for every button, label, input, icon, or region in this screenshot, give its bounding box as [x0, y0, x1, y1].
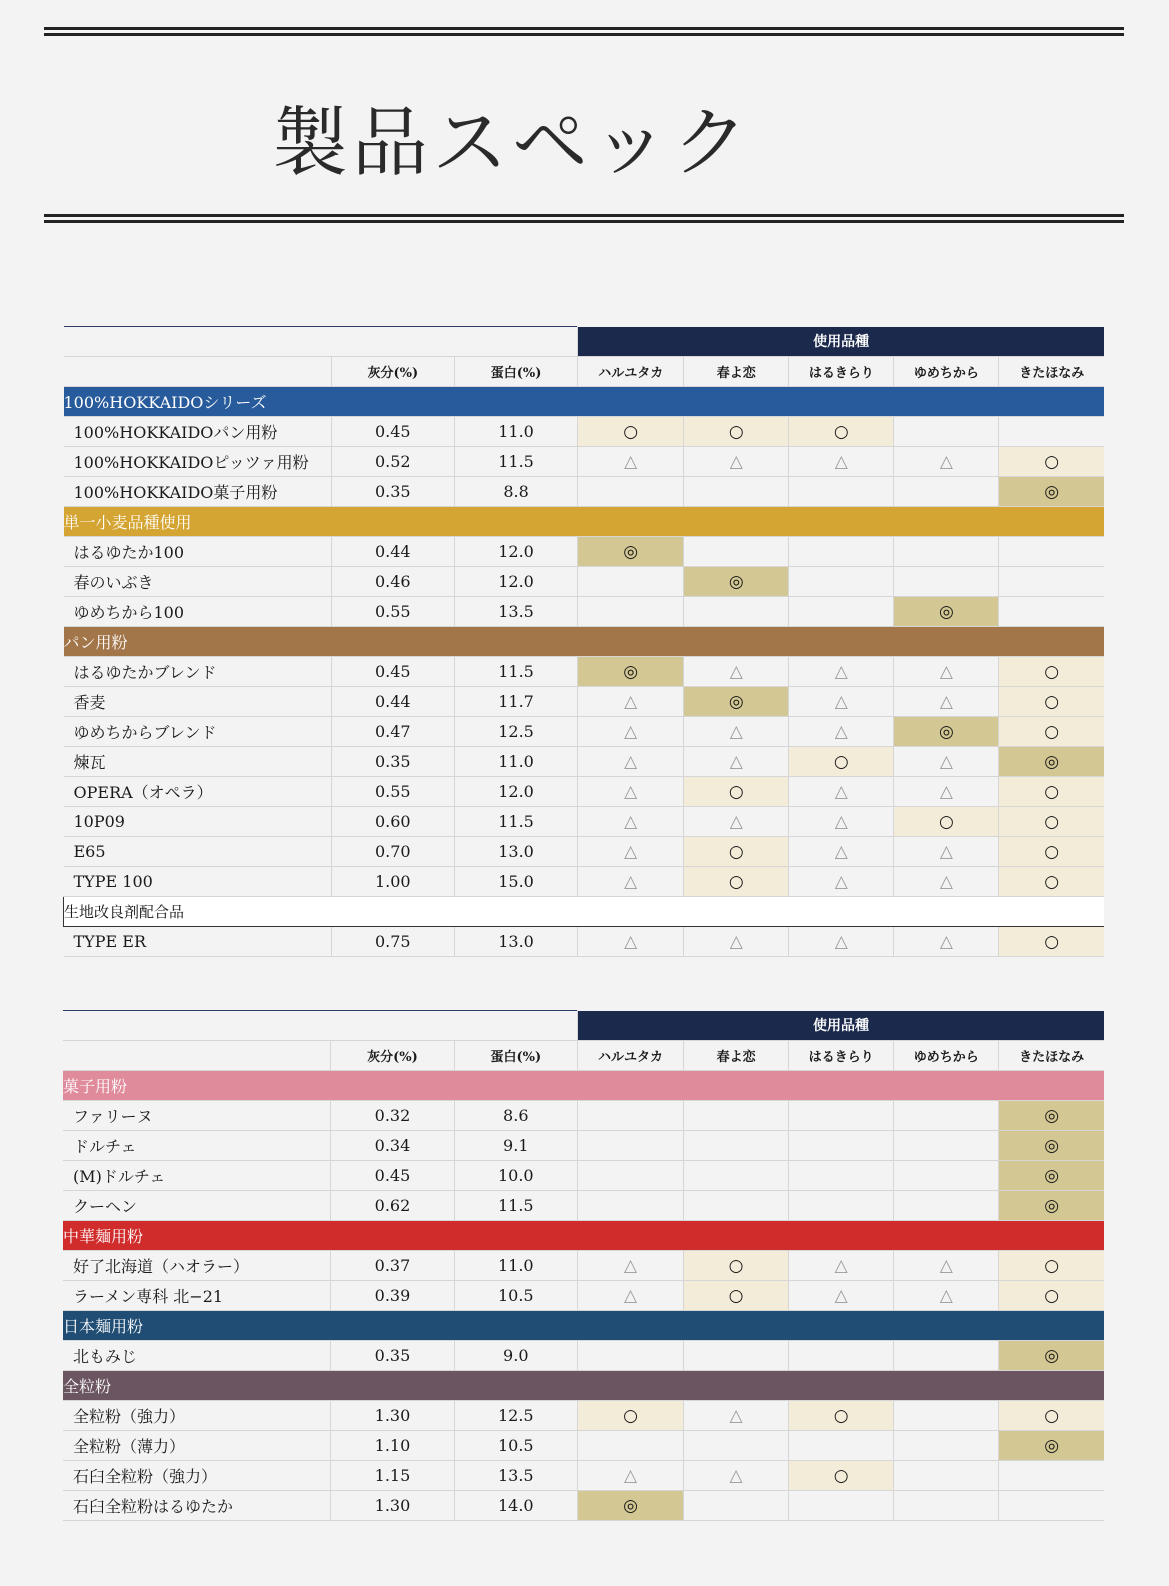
- variety-mark: [894, 477, 999, 507]
- product-name: OPERA（オペラ）: [64, 777, 332, 807]
- variety-mark: [577, 1191, 683, 1221]
- ash-value: 0.70: [331, 837, 454, 867]
- variety-mark: [789, 567, 894, 597]
- ash-column-header: 灰分(%): [331, 1041, 454, 1071]
- variety-mark: ◎: [894, 717, 999, 747]
- variety-mark: △: [577, 1461, 683, 1491]
- variety-mark: △: [578, 777, 684, 807]
- blank-header: [63, 1011, 577, 1041]
- variety-mark: △: [894, 1281, 999, 1311]
- ash-value: 1.15: [331, 1461, 454, 1491]
- variety-mark: ○: [684, 867, 789, 897]
- variety-mark: △: [578, 837, 684, 867]
- variety-mark: [789, 1431, 894, 1461]
- product-name: 100%HOKKAIDOパン用粉: [64, 417, 332, 447]
- product-row: [63, 1401, 1104, 1431]
- product-row: [64, 747, 1105, 777]
- product-row: [64, 417, 1105, 447]
- variety-mark: [999, 597, 1104, 627]
- name-column-header: [64, 357, 332, 387]
- protein-value: 11.7: [454, 687, 577, 717]
- variety-column-header: ハルユタカ: [578, 357, 684, 387]
- product-name: ゆめちからブレンド: [64, 717, 332, 747]
- variety-mark: △: [789, 1281, 894, 1311]
- variety-mark: ○: [999, 777, 1104, 807]
- variety-mark: [999, 537, 1104, 567]
- variety-mark: △: [894, 777, 999, 807]
- varieties-group-header: 使用品種: [577, 1011, 1104, 1041]
- product-name: 春のいぶき: [64, 567, 332, 597]
- variety-mark: △: [684, 927, 789, 957]
- protein-value: 15.0: [454, 867, 577, 897]
- category-row: [64, 387, 1105, 417]
- variety-mark: [684, 1341, 789, 1371]
- variety-mark: △: [684, 1401, 789, 1431]
- variety-mark: [684, 477, 789, 507]
- product-name: 全粒粉（薄力）: [63, 1431, 331, 1461]
- variety-mark: △: [894, 687, 999, 717]
- variety-mark: ○: [999, 717, 1104, 747]
- ash-value: 0.45: [331, 1161, 454, 1191]
- variety-mark: ◎: [999, 1191, 1104, 1221]
- variety-mark: [999, 1461, 1104, 1491]
- variety-mark: ○: [789, 417, 894, 447]
- variety-mark: △: [789, 807, 894, 837]
- product-name: TYPE ER: [64, 927, 332, 957]
- category-label: 生地改良剤配合品: [64, 897, 1105, 927]
- variety-mark: △: [577, 1251, 683, 1281]
- variety-mark: △: [789, 837, 894, 867]
- spec-table-1: [63, 326, 1104, 957]
- variety-mark: ◎: [894, 597, 999, 627]
- variety-mark: ◎: [999, 1431, 1104, 1461]
- variety-mark: [999, 417, 1104, 447]
- variety-mark: [577, 1431, 683, 1461]
- product-row: [64, 777, 1105, 807]
- variety-mark: [894, 1341, 999, 1371]
- protein-value: 11.0: [454, 417, 577, 447]
- protein-value: 8.6: [454, 1101, 577, 1131]
- product-name: 全粒粉（強力）: [63, 1401, 331, 1431]
- variety-mark: [894, 1461, 999, 1491]
- category-row: [63, 1371, 1104, 1401]
- variety-mark: ◎: [578, 537, 684, 567]
- ash-value: 0.34: [331, 1131, 454, 1161]
- variety-mark: △: [789, 717, 894, 747]
- variety-mark: [999, 567, 1104, 597]
- ash-value: 0.55: [331, 597, 454, 627]
- page-title: 製品スペック: [272, 98, 752, 187]
- name-column-header: [63, 1041, 331, 1071]
- ash-value: 0.45: [331, 657, 454, 687]
- category-label: 全粒粉: [63, 1371, 1104, 1401]
- variety-mark: ○: [789, 1401, 894, 1431]
- variety-mark: △: [789, 777, 894, 807]
- variety-mark: ○: [684, 1251, 789, 1281]
- variety-mark: [789, 477, 894, 507]
- product-name: ドルチェ: [63, 1131, 331, 1161]
- variety-mark: [789, 1191, 894, 1221]
- variety-column-header: きたほなみ: [999, 1041, 1104, 1071]
- variety-mark: [789, 537, 894, 567]
- category-label: 100%HOKKAIDOシリーズ: [64, 387, 1105, 417]
- group-header-row: [64, 327, 1105, 357]
- product-name: 好了北海道（ハオラー）: [63, 1251, 331, 1281]
- category-label: 単一小麦品種使用: [64, 507, 1105, 537]
- protein-value: 14.0: [454, 1491, 577, 1521]
- category-label: 日本麺用粉: [63, 1311, 1104, 1341]
- variety-mark: △: [684, 447, 789, 477]
- product-row: [63, 1461, 1104, 1491]
- variety-mark: [894, 1131, 999, 1161]
- variety-mark: [894, 1491, 999, 1521]
- protein-value: 11.0: [454, 1251, 577, 1281]
- variety-mark: ○: [999, 1281, 1104, 1311]
- variety-mark: △: [684, 747, 789, 777]
- variety-mark: [577, 1101, 683, 1131]
- product-name: 10P09: [64, 807, 332, 837]
- product-row: [63, 1101, 1104, 1131]
- variety-mark: [684, 1161, 789, 1191]
- product-name: 煉瓦: [64, 747, 332, 777]
- category-row: [64, 627, 1105, 657]
- product-row: [64, 687, 1105, 717]
- variety-mark: [684, 1131, 789, 1161]
- variety-mark: [789, 1491, 894, 1521]
- variety-mark: ◎: [999, 1341, 1104, 1371]
- ash-value: 0.45: [331, 417, 454, 447]
- variety-mark: ○: [999, 657, 1104, 687]
- ash-value: 0.39: [331, 1281, 454, 1311]
- variety-mark: ◎: [999, 1161, 1104, 1191]
- variety-mark: △: [894, 867, 999, 897]
- protein-value: 13.0: [454, 837, 577, 867]
- product-name: ゆめちから100: [64, 597, 332, 627]
- variety-mark: [894, 1161, 999, 1191]
- protein-value: 12.5: [454, 1401, 577, 1431]
- product-name: (M)ドルチェ: [63, 1161, 331, 1191]
- top-rule-1: [44, 27, 1124, 30]
- variety-mark: [789, 597, 894, 627]
- variety-mark: ◎: [684, 567, 789, 597]
- variety-mark: △: [684, 807, 789, 837]
- product-row: [64, 447, 1105, 477]
- variety-mark: △: [789, 687, 894, 717]
- variety-mark: △: [894, 657, 999, 687]
- protein-value: 11.5: [454, 447, 577, 477]
- variety-mark: [578, 597, 684, 627]
- variety-mark: [684, 1191, 789, 1221]
- variety-mark: △: [894, 1251, 999, 1281]
- product-row: [64, 717, 1105, 747]
- ash-value: 0.46: [331, 567, 454, 597]
- variety-mark: ○: [684, 417, 789, 447]
- product-name: E65: [64, 837, 332, 867]
- protein-value: 11.5: [454, 657, 577, 687]
- variety-mark: ○: [684, 837, 789, 867]
- blank-header: [64, 327, 578, 357]
- product-row: [63, 1281, 1104, 1311]
- product-name: 香麦: [64, 687, 332, 717]
- variety-column-header: ゆめちから: [894, 357, 999, 387]
- variety-mark: [789, 1101, 894, 1131]
- product-row: [64, 867, 1105, 897]
- protein-value: 10.0: [454, 1161, 577, 1191]
- variety-mark: ◎: [578, 657, 684, 687]
- ash-column-header: 灰分(%): [331, 357, 454, 387]
- category-label: 中華麺用粉: [63, 1221, 1104, 1251]
- protein-value: 12.0: [454, 777, 577, 807]
- category-row: [63, 1311, 1104, 1341]
- variety-mark: [894, 1191, 999, 1221]
- product-name: クーヘン: [63, 1191, 331, 1221]
- ash-value: 0.75: [331, 927, 454, 957]
- variety-mark: ◎: [999, 477, 1104, 507]
- variety-mark: [999, 1491, 1104, 1521]
- variety-mark: ○: [789, 1461, 894, 1491]
- product-row: [63, 1251, 1104, 1281]
- variety-mark: [684, 1491, 789, 1521]
- protein-value: 11.5: [454, 1191, 577, 1221]
- variety-mark: ◎: [999, 1101, 1104, 1131]
- ash-value: 1.30: [331, 1491, 454, 1521]
- variety-mark: △: [578, 867, 684, 897]
- variety-mark: △: [684, 1461, 789, 1491]
- protein-value: 11.5: [454, 807, 577, 837]
- variety-mark: △: [578, 807, 684, 837]
- product-name: はるゆたか100: [64, 537, 332, 567]
- product-name: はるゆたかブレンド: [64, 657, 332, 687]
- ash-value: 0.52: [331, 447, 454, 477]
- variety-mark: ○: [999, 447, 1104, 477]
- product-name: ラーメン専科 北−21: [63, 1281, 331, 1311]
- product-row: [63, 1431, 1104, 1461]
- category-label: パン用粉: [64, 627, 1105, 657]
- variety-mark: ○: [684, 777, 789, 807]
- product-row: [63, 1341, 1104, 1371]
- top-rule-2: [44, 33, 1124, 36]
- variety-mark: [684, 1101, 789, 1131]
- variety-mark: [684, 1431, 789, 1461]
- variety-mark: [894, 537, 999, 567]
- spec-table-2: [63, 1010, 1104, 1521]
- variety-mark: △: [684, 717, 789, 747]
- ash-value: 0.32: [331, 1101, 454, 1131]
- variety-mark: △: [789, 867, 894, 897]
- variety-mark: [894, 1101, 999, 1131]
- product-row: [64, 537, 1105, 567]
- variety-column-header: ゆめちから: [894, 1041, 999, 1071]
- variety-mark: [684, 597, 789, 627]
- variety-mark: △: [578, 927, 684, 957]
- variety-mark: ◎: [999, 747, 1104, 777]
- variety-mark: △: [577, 1281, 683, 1311]
- variety-mark: △: [789, 927, 894, 957]
- protein-value: 13.0: [454, 927, 577, 957]
- category-row: [63, 1071, 1104, 1101]
- variety-column-header: ハルユタカ: [577, 1041, 683, 1071]
- variety-mark: [894, 567, 999, 597]
- protein-value: 12.0: [454, 567, 577, 597]
- product-row: [63, 1191, 1104, 1221]
- variety-mark: △: [789, 447, 894, 477]
- product-name: 石臼全粒粉（強力）: [63, 1461, 331, 1491]
- ash-value: 0.35: [331, 1341, 454, 1371]
- variety-column-header: 春よ恋: [684, 357, 789, 387]
- variety-mark: [789, 1131, 894, 1161]
- variety-mark: [578, 567, 684, 597]
- product-row: [64, 837, 1105, 867]
- product-name: 100%HOKKAIDO菓子用粉: [64, 477, 332, 507]
- variety-mark: ○: [999, 837, 1104, 867]
- variety-mark: [577, 1161, 683, 1191]
- category-row: [64, 507, 1105, 537]
- ash-value: 0.37: [331, 1251, 454, 1281]
- variety-mark: △: [684, 657, 789, 687]
- variety-mark: ◎: [999, 1131, 1104, 1161]
- variety-mark: ○: [999, 927, 1104, 957]
- variety-mark: [894, 417, 999, 447]
- variety-mark: [894, 1431, 999, 1461]
- protein-value: 9.1: [454, 1131, 577, 1161]
- column-header-row: [64, 357, 1105, 387]
- product-row: [64, 927, 1105, 957]
- ash-value: 0.62: [331, 1191, 454, 1221]
- variety-column-header: はるきらり: [789, 1041, 894, 1071]
- product-row: [64, 567, 1105, 597]
- variety-mark: [789, 1161, 894, 1191]
- product-row: [63, 1491, 1104, 1521]
- ash-value: 0.35: [331, 477, 454, 507]
- variety-mark: ◎: [684, 687, 789, 717]
- variety-mark: ○: [999, 1401, 1104, 1431]
- ash-value: 1.10: [331, 1431, 454, 1461]
- variety-mark: [577, 1131, 683, 1161]
- ash-value: 1.00: [331, 867, 454, 897]
- variety-mark: △: [894, 447, 999, 477]
- variety-mark: [894, 1401, 999, 1431]
- protein-value: 9.0: [454, 1341, 577, 1371]
- variety-mark: △: [789, 657, 894, 687]
- protein-value: 11.0: [454, 747, 577, 777]
- variety-mark: ○: [999, 687, 1104, 717]
- variety-mark: ○: [684, 1281, 789, 1311]
- column-header-row: [63, 1041, 1104, 1071]
- variety-mark: [684, 537, 789, 567]
- variety-mark: ◎: [577, 1491, 683, 1521]
- variety-column-header: きたほなみ: [999, 357, 1104, 387]
- ash-value: 0.60: [331, 807, 454, 837]
- category-row: [63, 1221, 1104, 1251]
- protein-value: 10.5: [454, 1281, 577, 1311]
- product-name: 石臼全粒粉はるゆたか: [63, 1491, 331, 1521]
- ash-value: 0.44: [331, 537, 454, 567]
- product-row: [64, 477, 1105, 507]
- ash-value: 1.30: [331, 1401, 454, 1431]
- variety-mark: △: [578, 687, 684, 717]
- protein-value: 12.5: [454, 717, 577, 747]
- variety-mark: △: [789, 1251, 894, 1281]
- ash-value: 0.55: [331, 777, 454, 807]
- variety-mark: △: [578, 717, 684, 747]
- title-rule-1: [44, 214, 1124, 217]
- variety-mark: ○: [894, 807, 999, 837]
- protein-column-header: 蛋白(%): [454, 1041, 577, 1071]
- varieties-group-header: 使用品種: [578, 327, 1104, 357]
- product-row: [64, 597, 1105, 627]
- category-label: 菓子用粉: [63, 1071, 1104, 1101]
- category-row: [64, 897, 1105, 927]
- variety-mark: ○: [578, 417, 684, 447]
- variety-mark: ○: [999, 807, 1104, 837]
- protein-column-header: 蛋白(%): [454, 357, 577, 387]
- product-name: ファリーヌ: [63, 1101, 331, 1131]
- protein-value: 8.8: [454, 477, 577, 507]
- variety-column-header: 春よ恋: [684, 1041, 789, 1071]
- variety-column-header: はるきらり: [789, 357, 894, 387]
- protein-value: 12.0: [454, 537, 577, 567]
- variety-mark: ○: [999, 1251, 1104, 1281]
- protein-value: 10.5: [454, 1431, 577, 1461]
- product-name: TYPE 100: [64, 867, 332, 897]
- group-header-row: [63, 1011, 1104, 1041]
- variety-mark: △: [578, 747, 684, 777]
- variety-mark: ○: [999, 867, 1104, 897]
- product-row: [64, 657, 1105, 687]
- variety-mark: △: [578, 447, 684, 477]
- product-name: 100%HOKKAIDOピッツァ用粉: [64, 447, 332, 477]
- ash-value: 0.44: [331, 687, 454, 717]
- ash-value: 0.35: [331, 747, 454, 777]
- protein-value: 13.5: [454, 597, 577, 627]
- variety-mark: △: [894, 837, 999, 867]
- product-row: [63, 1161, 1104, 1191]
- variety-mark: ○: [577, 1401, 683, 1431]
- variety-mark: △: [894, 747, 999, 777]
- protein-value: 13.5: [454, 1461, 577, 1491]
- product-row: [63, 1131, 1104, 1161]
- product-row: [64, 807, 1105, 837]
- variety-mark: [578, 477, 684, 507]
- product-name: 北もみじ: [63, 1341, 331, 1371]
- variety-mark: [577, 1341, 683, 1371]
- title-rule-2: [44, 220, 1124, 223]
- ash-value: 0.47: [331, 717, 454, 747]
- variety-mark: ○: [789, 747, 894, 777]
- variety-mark: [789, 1341, 894, 1371]
- variety-mark: △: [894, 927, 999, 957]
